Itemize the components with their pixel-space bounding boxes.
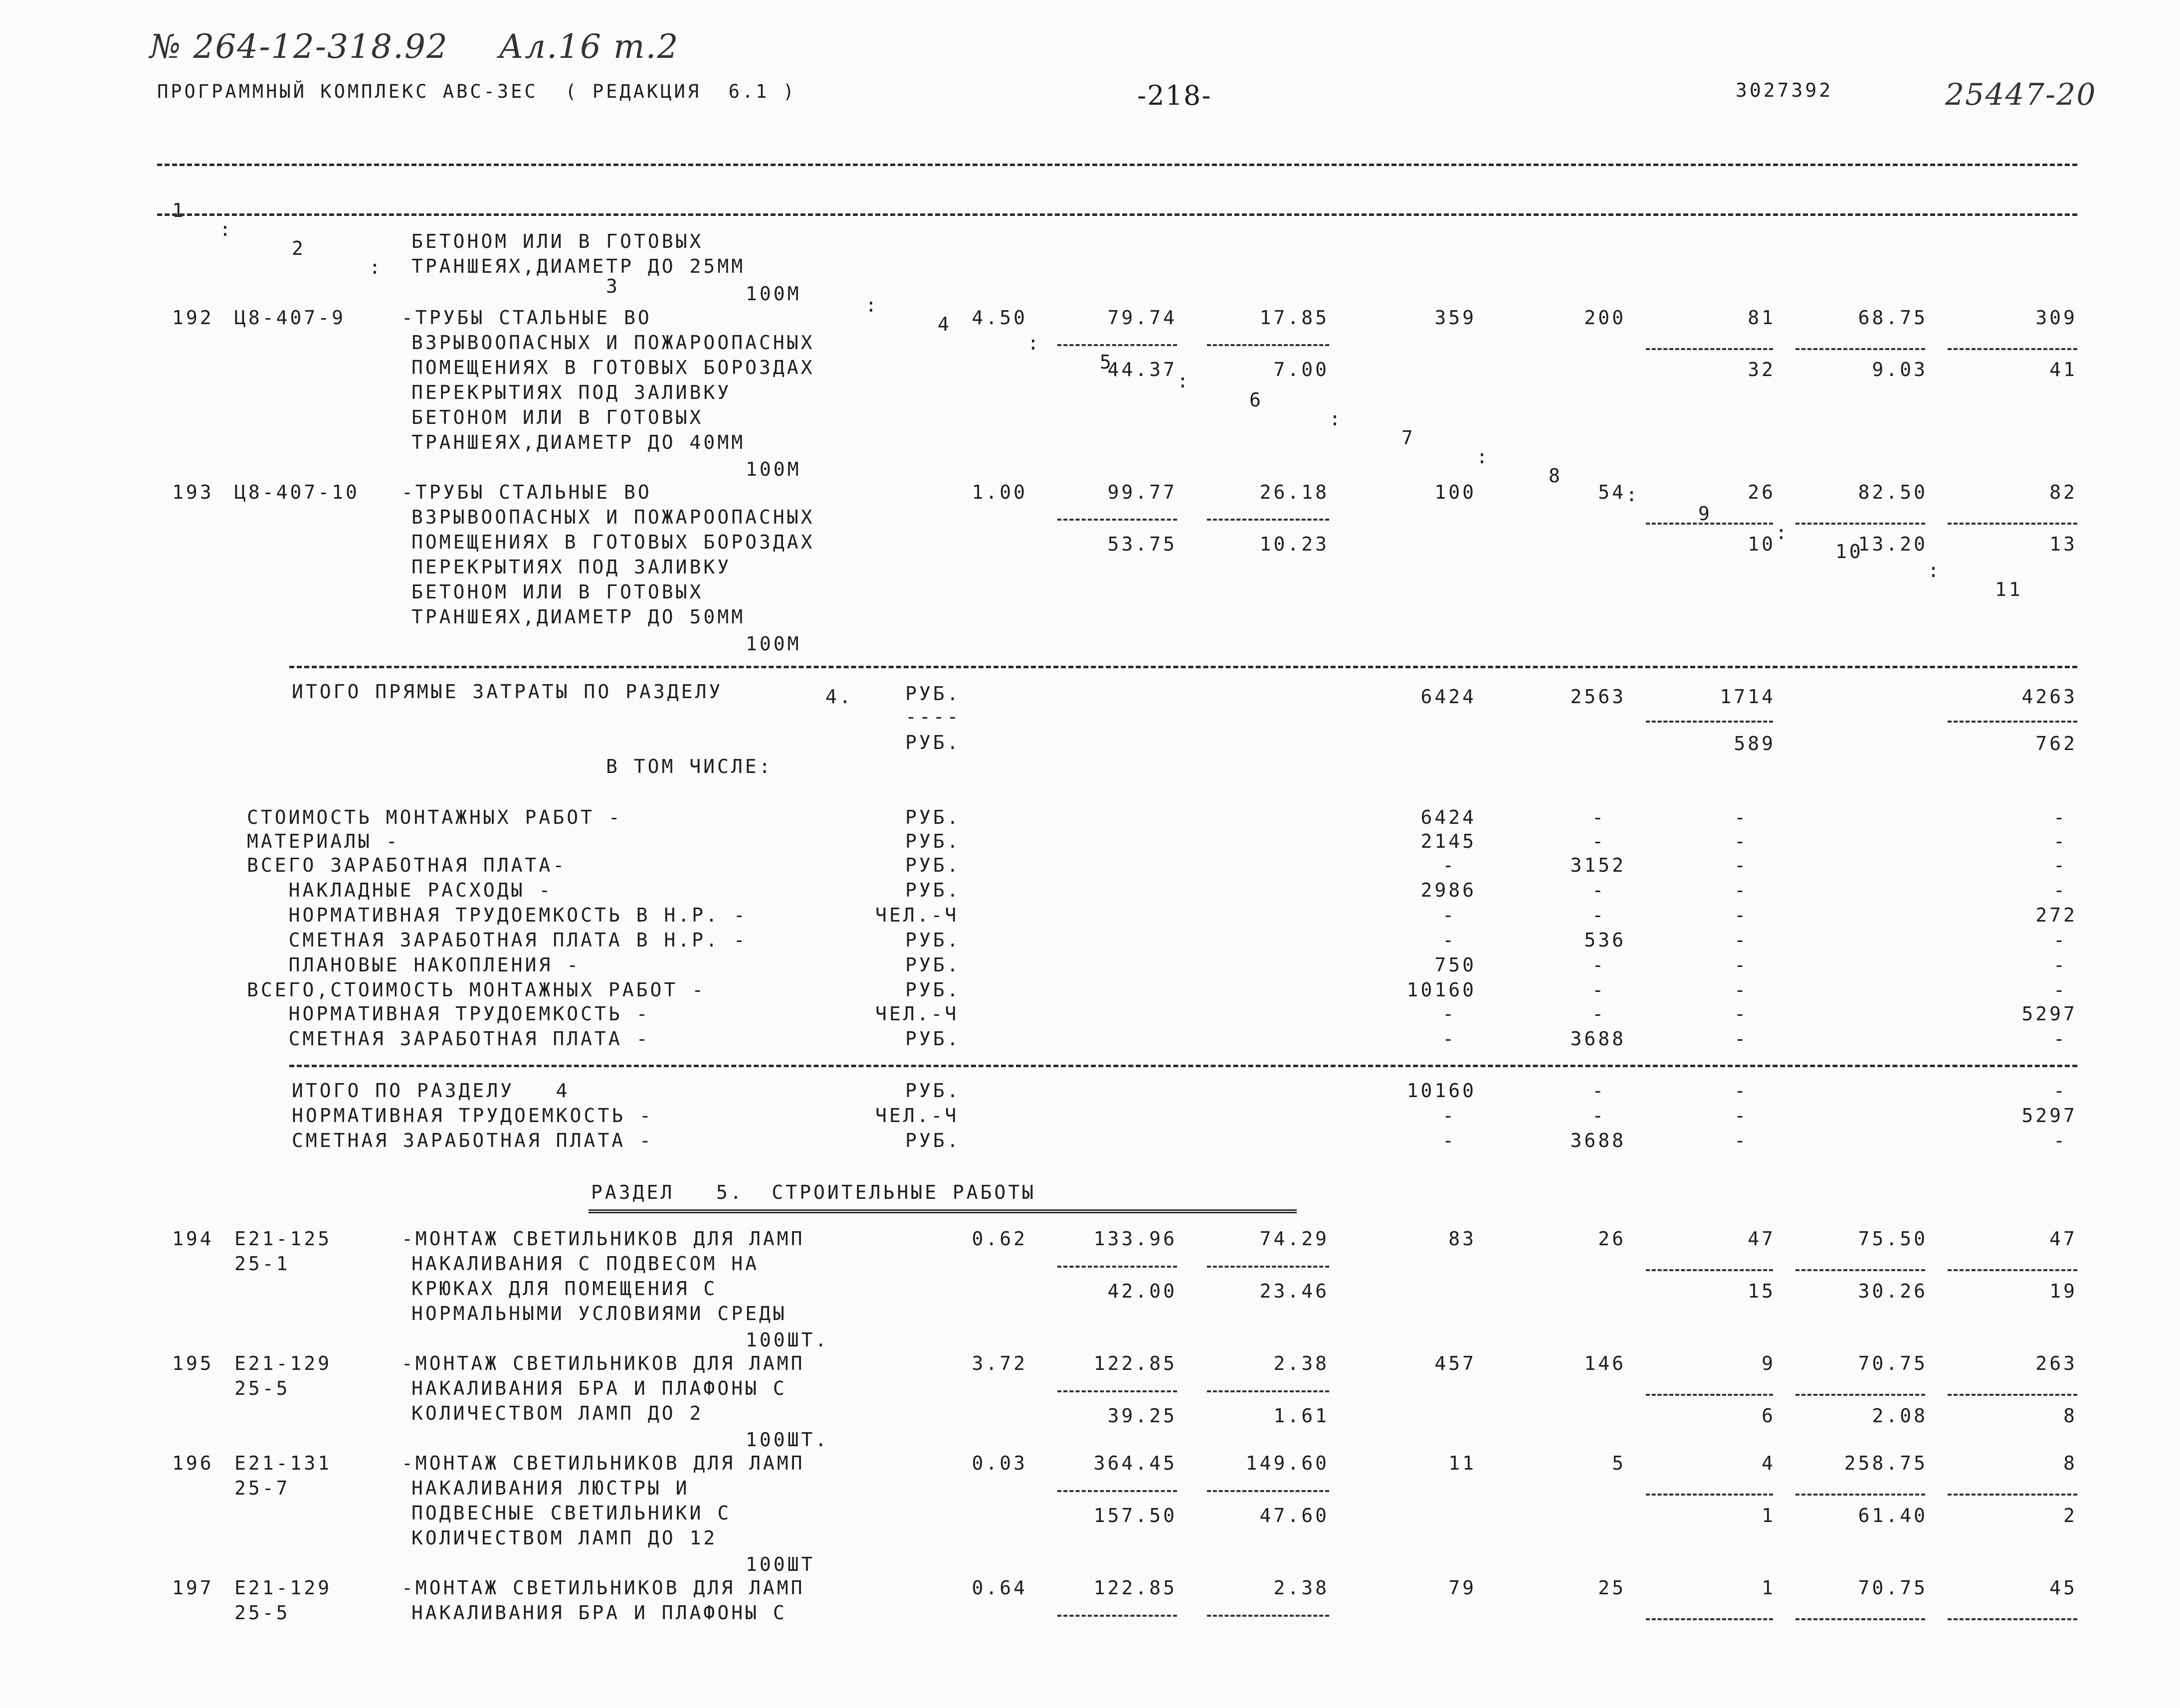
- item-wage: 5: [1612, 1452, 1626, 1474]
- summary-cost: 750: [1434, 954, 1476, 976]
- section-5-title: РАЗДЕЛ 5. СТРОИТЕЛЬНЫЕ РАБОТЫ: [591, 1181, 1036, 1203]
- summary-wage: -: [1592, 954, 1606, 976]
- summary-machines: -: [1734, 854, 1748, 876]
- direct-costs-machines: 1714: [1720, 686, 1776, 708]
- page-number: -218-: [1137, 80, 1212, 111]
- item-wage: 146: [1584, 1352, 1626, 1374]
- item-unit-cost: 122.85: [1093, 1577, 1177, 1599]
- item-total-cost: 100: [1434, 481, 1476, 503]
- handwritten-sheet-mark: Ал.16 т.2: [499, 27, 679, 66]
- item-wage: 200: [1584, 307, 1626, 329]
- col-header-9: 9: [1698, 503, 1712, 525]
- item-unit-cost: 79.74: [1107, 307, 1177, 329]
- item-unit-machines: 17.85: [1259, 307, 1329, 329]
- summary-cost: 6424: [1420, 806, 1476, 828]
- document-code: 3027392: [1736, 79, 1833, 101]
- summary-label: СМЕТНАЯ ЗАРАБОТНАЯ ПЛАТА -: [247, 1028, 650, 1050]
- direct-costs-machines-wage: 589: [1734, 733, 1776, 755]
- item-labor-total: 8: [2063, 1452, 2077, 1474]
- item-labor-norm-mech: 9.03: [1872, 359, 1928, 380]
- section-total-label: СМЕТНАЯ ЗАРАБОТНАЯ ПЛАТА -: [292, 1130, 653, 1151]
- item-machines-wage: 32: [1748, 359, 1776, 380]
- section-total-unit: ЧЕЛ.-Ч: [875, 1105, 959, 1127]
- item-description-line: -МОНТАЖ СВЕТИЛЬНИКОВ ДЛЯ ЛАМП: [401, 1228, 805, 1250]
- summary-unit: РУБ.: [905, 954, 961, 976]
- section-rule: [289, 666, 2077, 668]
- item-wage: 25: [1598, 1577, 1626, 1599]
- item-unit-machines-wage: 23.46: [1259, 1280, 1329, 1302]
- item-description-line: КРЮКАХ ДЛЯ ПОМЕЩЕНИЯ С: [411, 1278, 718, 1300]
- item-labor-total-mech: 19: [2049, 1280, 2077, 1302]
- item-unit-cost-wage: 53.75: [1107, 533, 1177, 555]
- item-description-line: ПОМЕЩЕНИЯХ В ГОТОВЫХ БОРОЗДАХ: [411, 357, 815, 379]
- summary-labor: -: [2053, 854, 2067, 876]
- summary-unit: ЧЕЛ.-Ч: [875, 904, 959, 926]
- item-labor-norm: 70.75: [1858, 1352, 1928, 1374]
- item-number: 193: [172, 481, 214, 503]
- item-number: 192: [172, 307, 214, 329]
- item-description-line: -ТРУБЫ СТАЛЬНЫЕ ВО: [401, 481, 652, 503]
- item-number: 197: [172, 1577, 214, 1599]
- direct-costs-total: 6424: [1420, 686, 1476, 708]
- item-unit: 100ШТ: [746, 1553, 815, 1575]
- header-rule-top: [157, 164, 2077, 166]
- item-quantity: 4.50: [972, 307, 1027, 329]
- item-unit-cost-wage: 157.50: [1093, 1505, 1177, 1526]
- summary-cost: 10160: [1406, 979, 1476, 1001]
- item-labor-total: 45: [2049, 1577, 2077, 1599]
- header-rule-bottom: [157, 213, 2077, 216]
- item-labor-norm-mech: 30.26: [1858, 1280, 1928, 1302]
- summary-wage: -: [1592, 830, 1606, 852]
- summary-label: ПЛАНОВЫЕ НАКОПЛЕНИЯ -: [247, 954, 581, 976]
- summary-wage: -: [1592, 904, 1606, 926]
- summary-unit: РУБ.: [905, 830, 961, 852]
- item-unit: 100М: [746, 283, 801, 305]
- item-machines: 9: [1762, 1352, 1776, 1374]
- summary-labor: -: [2053, 929, 2067, 951]
- col-header-2: 2: [292, 237, 306, 259]
- summary-label: НОРМАТИВНАЯ ТРУДОЕМКОСТЬ -: [247, 1003, 650, 1025]
- summary-machines: -: [1734, 929, 1748, 951]
- item-labor-norm: 82.50: [1858, 481, 1928, 503]
- summary-label: ВСЕГО ЗАРАБОТНАЯ ПЛАТА-: [247, 854, 567, 876]
- section-total-unit: РУБ.: [905, 1130, 961, 1151]
- summary-cost: 2986: [1420, 879, 1476, 901]
- summary-cost: 2145: [1420, 830, 1476, 852]
- item-unit: 100ШТ.: [746, 1329, 829, 1351]
- item-labor-total: 263: [2035, 1352, 2077, 1374]
- section-total-label: ИТОГО ПО РАЗДЕЛУ 4: [292, 1080, 570, 1102]
- summary-unit: РУБ.: [905, 879, 961, 901]
- summary-machines: -: [1734, 954, 1748, 976]
- summary-unit: РУБ.: [905, 1028, 961, 1050]
- section-total-unit: РУБ.: [905, 1080, 961, 1102]
- section-total-labor: -: [2053, 1080, 2067, 1102]
- item-machines: 47: [1748, 1228, 1776, 1250]
- item-unit-machines: 26.18: [1259, 481, 1329, 503]
- col-header-3: 3: [606, 275, 620, 297]
- direct-costs-label: ИТОГО ПРЯМЫЕ ЗАТРАТЫ ПО РАЗДЕЛУ: [292, 681, 723, 703]
- item-code: Е21-131: [234, 1452, 332, 1474]
- summary-labor: 272: [2035, 904, 2077, 926]
- item-description-line: ТРАНШЕЯХ,ДИАМЕТР ДО 40ММ: [411, 431, 746, 453]
- item-machines: 81: [1748, 307, 1776, 329]
- section-total-cost: -: [1442, 1130, 1456, 1151]
- summary-label: СТОИМОСТЬ МОНТАЖНЫХ РАБОТ -: [247, 806, 622, 828]
- program-header: ПРОГРАММНЫЙ КОМПЛЕКС АВС-3ЕС ( РЕДАКЦИЯ 6.1 ): [157, 81, 796, 102]
- summary-cost: -: [1442, 1003, 1456, 1025]
- item-total-cost: 11: [1448, 1452, 1476, 1474]
- item-labor-norm-mech: 61.40: [1858, 1505, 1928, 1526]
- summary-machines: -: [1734, 1028, 1748, 1050]
- summary-machines: -: [1734, 979, 1748, 1001]
- item-description-line: НАКАЛИВАНИЯ С ПОДВЕСОМ НА: [411, 1253, 759, 1275]
- col-header-4: 4: [938, 313, 952, 335]
- summary-wage: -: [1592, 806, 1606, 828]
- item-machines: 1: [1762, 1577, 1776, 1599]
- item-unit: 100М: [746, 458, 801, 480]
- summary-machines: -: [1734, 830, 1748, 852]
- item-quantity: 0.62: [972, 1228, 1027, 1250]
- summary-labor: -: [2053, 979, 2067, 1001]
- item-labor-norm: 68.75: [1858, 307, 1928, 329]
- item-description-line: КОЛИЧЕСТВОМ ЛАМП ДО 12: [411, 1527, 718, 1549]
- section-total-labor: -: [2053, 1130, 2067, 1151]
- item-code: Е21-125: [234, 1228, 332, 1250]
- item-description-line: ПОМЕЩЕНИЯХ В ГОТОВЫХ БОРОЗДАХ: [411, 531, 815, 553]
- item-code-suffix: 25-5: [234, 1377, 290, 1399]
- handwritten-reference: № 264-12-318.92: [150, 27, 448, 66]
- item-code: Е21-129: [234, 1352, 332, 1374]
- item-machines-wage: 6: [1762, 1405, 1776, 1427]
- including-label: В ТОМ ЧИСЛЕ:: [606, 756, 773, 777]
- item-machines-wage: 15: [1748, 1280, 1776, 1302]
- item-unit-cost-wage: 44.37: [1107, 359, 1177, 380]
- section-total-machines: -: [1734, 1080, 1748, 1102]
- section-total-cost: 10160: [1406, 1080, 1476, 1102]
- item-total-cost: 359: [1434, 307, 1476, 329]
- summary-labor: -: [2053, 1028, 2067, 1050]
- item-description-line: ПЕРЕКРЫТИЯХ ПОД ЗАЛИВКУ: [411, 381, 732, 403]
- item-unit-cost-wage: 42.00: [1107, 1280, 1177, 1302]
- section-total-wage: -: [1592, 1080, 1606, 1102]
- item-machines: 26: [1748, 481, 1776, 503]
- section-total-wage: -: [1592, 1105, 1606, 1127]
- item-unit-cost: 122.85: [1093, 1352, 1177, 1374]
- direct-costs-section: 4.: [825, 686, 853, 708]
- item-description-line: КОЛИЧЕСТВОМ ЛАМП ДО 2: [411, 1402, 704, 1424]
- item-unit-cost: 99.77: [1107, 481, 1177, 503]
- section-total-label: НОРМАТИВНАЯ ТРУДОЕМКОСТЬ -: [292, 1105, 653, 1127]
- item-description-line: БЕТОНОМ ИЛИ В ГОТОВЫХ: [411, 406, 704, 428]
- summary-wage: -: [1592, 979, 1606, 1001]
- item-code-suffix: 25-7: [234, 1477, 290, 1499]
- item-labor-total: 82: [2049, 481, 2077, 503]
- col-header-8: 8: [1549, 465, 1563, 487]
- summary-cost: -: [1442, 929, 1456, 951]
- item-description-line: -ТРУБЫ СТАЛЬНЫЕ ВО: [401, 307, 652, 329]
- col-header-11: 11: [1995, 578, 2023, 600]
- item-labor-norm-mech: 13.20: [1858, 533, 1928, 555]
- item-code: Ц8-407-10: [234, 481, 360, 503]
- item-description-line: -МОНТАЖ СВЕТИЛЬНИКОВ ДЛЯ ЛАМП: [401, 1352, 805, 1374]
- item-unit: 100ШТ.: [746, 1429, 829, 1451]
- summary-label: МАТЕРИАЛЫ -: [247, 830, 400, 852]
- summary-wage: 3152: [1570, 854, 1626, 876]
- section-total-wage: 3688: [1570, 1130, 1626, 1151]
- item-description-line: НАКАЛИВАНИЯ ЛЮСТРЫ И: [411, 1477, 690, 1499]
- summary-labor: -: [2053, 879, 2067, 901]
- col-header-5: 5: [1100, 351, 1114, 373]
- item-quantity: 0.64: [972, 1577, 1027, 1599]
- summary-labor: -: [2053, 830, 2067, 852]
- summary-wage: -: [1592, 1003, 1606, 1025]
- section-5-underline: [589, 1209, 1297, 1213]
- item-machines: 4: [1762, 1452, 1776, 1474]
- item-labor-total: 309: [2035, 307, 2077, 329]
- item-description-line: НОРМАЛЬНЫМИ УСЛОВИЯМИ СРЕДЫ: [411, 1303, 787, 1325]
- item-quantity: 0.03: [972, 1452, 1027, 1474]
- section-total-machines: -: [1734, 1130, 1748, 1151]
- summary-unit: РУБ.: [905, 929, 961, 951]
- col-header-6: 6: [1249, 389, 1263, 411]
- item-code-suffix: 25-1: [234, 1253, 290, 1275]
- item-unit-machines: 149.60: [1245, 1452, 1329, 1474]
- item-machines-wage: 1: [1762, 1505, 1776, 1526]
- item-quantity: 1.00: [972, 481, 1027, 503]
- item-unit-machines: 2.38: [1273, 1352, 1329, 1374]
- summary-cost: -: [1442, 854, 1456, 876]
- item-unit-cost-wage: 39.25: [1107, 1405, 1177, 1427]
- summary-machines: -: [1734, 806, 1748, 828]
- summary-unit: ЧЕЛ.-Ч: [875, 1003, 959, 1025]
- summary-label: СМЕТНАЯ ЗАРАБОТНАЯ ПЛАТА В Н.Р. -: [247, 929, 748, 951]
- direct-costs-dashes: ----: [905, 706, 961, 728]
- item-description-line: ПОДВЕСНЫЕ СВЕТИЛЬНИКИ С: [411, 1502, 732, 1524]
- col-header-10: 10: [1835, 541, 1863, 563]
- item-number: 196: [172, 1452, 214, 1474]
- item-description-line: ВЗРЫВООПАСНЫХ И ПОЖАРООПАСНЫХ: [411, 332, 815, 354]
- summary-wage: 536: [1584, 929, 1626, 951]
- item-description-line: -МОНТАЖ СВЕТИЛЬНИКОВ ДЛЯ ЛАМП: [401, 1452, 805, 1474]
- direct-costs-unit: РУБ.: [905, 683, 961, 705]
- item-description-line: БЕТОНОМ ИЛИ В ГОТОВЫХ: [411, 230, 704, 252]
- summary-machines: -: [1734, 879, 1748, 901]
- item-unit-machines: 2.38: [1273, 1577, 1329, 1599]
- item-labor-norm: 258.75: [1844, 1452, 1928, 1474]
- summary-label: НОРМАТИВНАЯ ТРУДОЕМКОСТЬ В Н.Р. -: [247, 904, 748, 926]
- item-description-line: -МОНТАЖ СВЕТИЛЬНИКОВ ДЛЯ ЛАМП: [401, 1577, 805, 1599]
- item-labor-total-mech: 2: [2063, 1505, 2077, 1526]
- col-header-7: 7: [1401, 427, 1415, 449]
- summary-wage: 3688: [1570, 1028, 1626, 1050]
- summary-unit: РУБ.: [905, 979, 961, 1001]
- direct-costs-labor: 4263: [2021, 686, 2077, 708]
- item-unit-machines-wage: 47.60: [1259, 1505, 1329, 1526]
- summary-label: ВСЕГО,СТОИМОСТЬ МОНТАЖНЫХ РАБОТ -: [247, 979, 706, 1001]
- direct-costs-unit-wage: РУБ.: [905, 732, 961, 754]
- item-labor-norm-mech: 2.08: [1872, 1405, 1928, 1427]
- section-total-labor: 5297: [2021, 1105, 2077, 1127]
- summary-unit: РУБ.: [905, 806, 961, 828]
- item-description-line: ТРАНШЕЯХ,ДИАМЕТР ДО 25ММ: [411, 255, 746, 277]
- item-total-cost: 83: [1448, 1228, 1476, 1250]
- item-wage: 26: [1598, 1228, 1626, 1250]
- item-code: Е21-129: [234, 1577, 332, 1599]
- summary-cost: -: [1442, 1028, 1456, 1050]
- item-unit-machines-wage: 7.00: [1273, 359, 1329, 380]
- item-description-line: БЕТОНОМ ИЛИ В ГОТОВЫХ: [411, 581, 704, 603]
- section-total-cost: -: [1442, 1105, 1456, 1127]
- item-code: Ц8-407-9: [234, 307, 346, 329]
- direct-costs-wage: 2563: [1570, 686, 1626, 708]
- item-description-line: НАКАЛИВАНИЯ БРА И ПЛАФОНЫ С: [411, 1602, 787, 1624]
- item-total-cost: 79: [1448, 1577, 1476, 1599]
- item-unit-machines: 74.29: [1259, 1228, 1329, 1250]
- item-total-cost: 457: [1434, 1352, 1476, 1374]
- item-description-line: ВЗРЫВООПАСНЫХ И ПОЖАРООПАСНЫХ: [411, 506, 815, 528]
- item-labor-total: 47: [2049, 1228, 2077, 1250]
- item-labor-norm: 70.75: [1858, 1577, 1928, 1599]
- item-unit: 100М: [746, 633, 801, 655]
- handwritten-document-id: 25447-20: [1945, 77, 2097, 112]
- summary-machines: -: [1734, 904, 1748, 926]
- item-labor-total-mech: 41: [2049, 359, 2077, 380]
- item-unit-cost: 364.45: [1093, 1452, 1177, 1474]
- item-labor-total-mech: 8: [2063, 1405, 2077, 1427]
- section-total-machines: -: [1734, 1105, 1748, 1127]
- item-quantity: 3.72: [972, 1352, 1027, 1374]
- summary-labor: 5297: [2021, 1003, 2077, 1025]
- item-unit-cost: 133.96: [1093, 1228, 1177, 1250]
- item-description-line: НАКАЛИВАНИЯ БРА И ПЛАФОНЫ С: [411, 1377, 787, 1399]
- summary-wage: -: [1592, 879, 1606, 901]
- item-labor-total-mech: 13: [2049, 533, 2077, 555]
- summary-cost: -: [1442, 904, 1456, 926]
- summary-labor: -: [2053, 954, 2067, 976]
- section-total-rule: [289, 1065, 2077, 1067]
- summary-label: НАКЛАДНЫЕ РАСХОДЫ -: [247, 879, 553, 901]
- item-machines-wage: 10: [1748, 533, 1776, 555]
- item-labor-norm: 75.50: [1858, 1228, 1928, 1250]
- item-number: 195: [172, 1352, 214, 1374]
- item-description-line: ПЕРЕКРЫТИЯХ ПОД ЗАЛИВКУ: [411, 556, 732, 578]
- summary-machines: -: [1734, 1003, 1748, 1025]
- item-unit-machines-wage: 10.23: [1259, 533, 1329, 555]
- direct-costs-labor-mech: 762: [2035, 733, 2077, 755]
- summary-labor: -: [2053, 806, 2067, 828]
- item-number: 194: [172, 1228, 214, 1250]
- item-unit-machines-wage: 1.61: [1273, 1405, 1329, 1427]
- item-code-suffix: 25-5: [234, 1602, 290, 1624]
- item-wage: 54: [1598, 481, 1626, 503]
- summary-unit: РУБ.: [905, 854, 961, 876]
- col-header-1: 1: [172, 199, 186, 221]
- column-header-row: 1 : 2 : 3 : 4 : 5 : 6 : 7 : 8 : 9 : 10 : 11: [172, 199, 2023, 600]
- item-description-line: ТРАНШЕЯХ,ДИАМЕТР ДО 50ММ: [411, 606, 746, 628]
